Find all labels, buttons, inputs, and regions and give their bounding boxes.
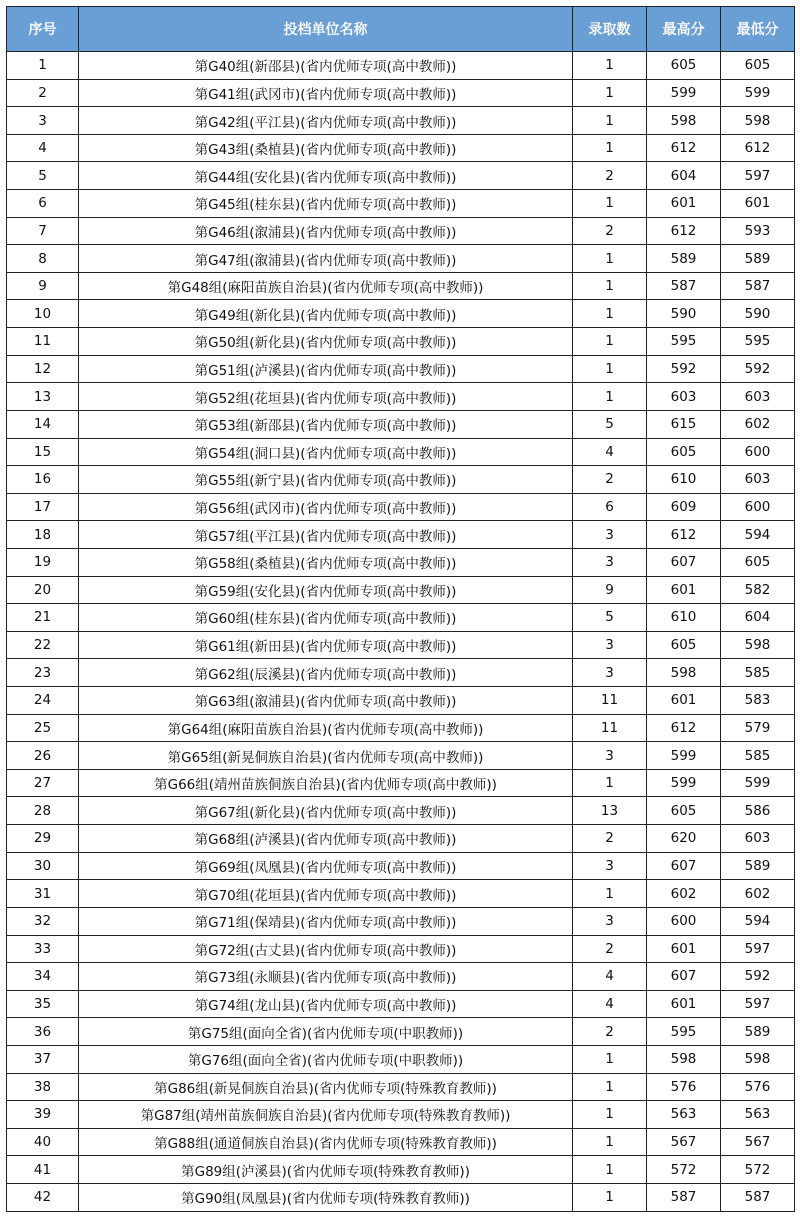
row-min-score: 572: [721, 1156, 795, 1184]
row-unit-name: 第G47组(溆浦县)(省内优师专项(高中教师)): [79, 245, 573, 273]
row-unit-name: 第G50组(新化县)(省内优师专项(高中教师)): [79, 328, 573, 356]
row-unit-name: 第G66组(靖州苗族侗族自治县)(省内优师专项(高中教师)): [79, 769, 573, 797]
table-row: [7, 742, 795, 770]
row-admitted-count: 3: [573, 631, 647, 659]
row-index: 6: [7, 190, 79, 218]
table-row: [7, 687, 795, 715]
row-admitted-count: 1: [573, 190, 647, 218]
row-admitted-count: 1: [573, 272, 647, 300]
row-min-score: 594: [721, 521, 795, 549]
table-header: [7, 7, 795, 52]
table-row: [7, 1183, 795, 1211]
table-body: [7, 52, 795, 1212]
row-admitted-count: 1: [573, 355, 647, 383]
row-admitted-count: 13: [573, 797, 647, 825]
row-index: 42: [7, 1183, 79, 1211]
admission-table-container: [6, 6, 794, 1212]
admission-table: [6, 6, 795, 1212]
table-row: [7, 521, 795, 549]
row-unit-name: 第G40组(新邵县)(省内优师专项(高中教师)): [79, 52, 573, 80]
table-row: [7, 880, 795, 908]
row-admitted-count: 2: [573, 935, 647, 963]
row-min-score: 598: [721, 631, 795, 659]
row-max-score: 598: [647, 659, 721, 687]
row-unit-name: 第G62组(辰溪县)(省内优师专项(高中教师)): [79, 659, 573, 687]
row-index: 8: [7, 245, 79, 273]
row-max-score: 595: [647, 328, 721, 356]
row-min-score: 600: [721, 493, 795, 521]
row-max-score: 604: [647, 162, 721, 190]
table-row: [7, 134, 795, 162]
table-row: [7, 438, 795, 466]
row-unit-name: 第G56组(武冈市)(省内优师专项(高中教师)): [79, 493, 573, 521]
row-admitted-count: 1: [573, 300, 647, 328]
row-admitted-count: 2: [573, 1018, 647, 1046]
row-max-score: 615: [647, 410, 721, 438]
row-max-score: 598: [647, 1045, 721, 1073]
row-max-score: 610: [647, 604, 721, 632]
row-index: 40: [7, 1128, 79, 1156]
row-max-score: 587: [647, 272, 721, 300]
row-index: 22: [7, 631, 79, 659]
row-index: 35: [7, 990, 79, 1018]
table-row: [7, 1018, 795, 1046]
table-row: [7, 328, 795, 356]
row-unit-name: 第G46组(溆浦县)(省内优师专项(高中教师)): [79, 217, 573, 245]
row-admitted-count: 1: [573, 1045, 647, 1073]
row-max-score: 601: [647, 935, 721, 963]
header-row: [7, 7, 795, 52]
row-unit-name: 第G70组(花垣县)(省内优师专项(高中教师)): [79, 880, 573, 908]
row-min-score: 579: [721, 714, 795, 742]
row-unit-name: 第G75组(面向全省)(省内优师专项(中职教师)): [79, 1018, 573, 1046]
table-row: [7, 714, 795, 742]
row-admitted-count: 1: [573, 245, 647, 273]
table-row: [7, 410, 795, 438]
row-unit-name: 第G67组(新化县)(省内优师专项(高中教师)): [79, 797, 573, 825]
row-admitted-count: 1: [573, 1073, 647, 1101]
row-min-score: 597: [721, 990, 795, 1018]
row-unit-name: 第G43组(桑植县)(省内优师专项(高中教师)): [79, 134, 573, 162]
row-index: 7: [7, 217, 79, 245]
row-max-score: 607: [647, 852, 721, 880]
row-admitted-count: 1: [573, 880, 647, 908]
table-row: [7, 190, 795, 218]
row-index: 28: [7, 797, 79, 825]
table-row: [7, 1101, 795, 1129]
header-unit-name: 投档单位名称: [79, 7, 573, 52]
row-max-score: 601: [647, 687, 721, 715]
row-min-score: 597: [721, 935, 795, 963]
row-admitted-count: 1: [573, 52, 647, 80]
row-index: 15: [7, 438, 79, 466]
row-min-score: 585: [721, 742, 795, 770]
row-min-score: 599: [721, 79, 795, 107]
row-index: 10: [7, 300, 79, 328]
row-unit-name: 第G74组(龙山县)(省内优师专项(高中教师)): [79, 990, 573, 1018]
row-min-score: 598: [721, 1045, 795, 1073]
table-row: [7, 107, 795, 135]
row-index: 2: [7, 79, 79, 107]
row-admitted-count: 9: [573, 576, 647, 604]
table-row: [7, 825, 795, 853]
row-index: 1: [7, 52, 79, 80]
row-min-score: 587: [721, 272, 795, 300]
row-min-score: 612: [721, 134, 795, 162]
row-index: 41: [7, 1156, 79, 1184]
row-min-score: 592: [721, 963, 795, 991]
row-max-score: 609: [647, 493, 721, 521]
row-index: 29: [7, 825, 79, 853]
row-unit-name: 第G69组(凤凰县)(省内优师专项(高中教师)): [79, 852, 573, 880]
row-unit-name: 第G52组(花垣县)(省内优师专项(高中教师)): [79, 383, 573, 411]
table-row: [7, 963, 795, 991]
table-row: [7, 493, 795, 521]
row-admitted-count: 1: [573, 383, 647, 411]
row-admitted-count: 3: [573, 659, 647, 687]
row-index: 36: [7, 1018, 79, 1046]
table-row: [7, 990, 795, 1018]
row-max-score: 605: [647, 52, 721, 80]
row-unit-name: 第G76组(面向全省)(省内优师专项(中职教师)): [79, 1045, 573, 1073]
row-admitted-count: 11: [573, 687, 647, 715]
row-index: 19: [7, 548, 79, 576]
row-admitted-count: 1: [573, 79, 647, 107]
row-max-score: 607: [647, 548, 721, 576]
row-admitted-count: 2: [573, 466, 647, 494]
table-row: [7, 631, 795, 659]
row-index: 4: [7, 134, 79, 162]
row-unit-name: 第G44组(安化县)(省内优师专项(高中教师)): [79, 162, 573, 190]
row-min-score: 597: [721, 162, 795, 190]
row-index: 17: [7, 493, 79, 521]
table-row: [7, 272, 795, 300]
row-max-score: 563: [647, 1101, 721, 1129]
row-max-score: 612: [647, 134, 721, 162]
row-min-score: 593: [721, 217, 795, 245]
row-admitted-count: 5: [573, 604, 647, 632]
row-admitted-count: 5: [573, 410, 647, 438]
table-row: [7, 576, 795, 604]
row-unit-name: 第G89组(泸溪县)(省内优师专项(特殊教育教师)): [79, 1156, 573, 1184]
row-unit-name: 第G87组(靖州苗族侗族自治县)(省内优师专项(特殊教育教师)): [79, 1101, 573, 1129]
row-index: 20: [7, 576, 79, 604]
row-index: 34: [7, 963, 79, 991]
header-max-score: 最高分: [647, 7, 721, 52]
row-index: 21: [7, 604, 79, 632]
table-row: [7, 1045, 795, 1073]
row-min-score: 603: [721, 466, 795, 494]
row-unit-name: 第G42组(平江县)(省内优师专项(高中教师)): [79, 107, 573, 135]
table-row: [7, 659, 795, 687]
row-admitted-count: 1: [573, 1128, 647, 1156]
row-max-score: 600: [647, 907, 721, 935]
row-unit-name: 第G72组(古丈县)(省内优师专项(高中教师)): [79, 935, 573, 963]
row-admitted-count: 3: [573, 548, 647, 576]
row-admitted-count: 1: [573, 107, 647, 135]
row-min-score: 601: [721, 190, 795, 218]
row-unit-name: 第G73组(永顺县)(省内优师专项(高中教师)): [79, 963, 573, 991]
row-admitted-count: 6: [573, 493, 647, 521]
row-index: 18: [7, 521, 79, 549]
row-admitted-count: 2: [573, 217, 647, 245]
header-min-score: 最低分: [721, 7, 795, 52]
table-row: [7, 245, 795, 273]
row-admitted-count: 11: [573, 714, 647, 742]
row-index: 24: [7, 687, 79, 715]
row-admitted-count: 3: [573, 907, 647, 935]
table-row: [7, 1156, 795, 1184]
row-max-score: 592: [647, 355, 721, 383]
table-row: [7, 797, 795, 825]
row-unit-name: 第G61组(新田县)(省内优师专项(高中教师)): [79, 631, 573, 659]
row-min-score: 576: [721, 1073, 795, 1101]
row-min-score: 585: [721, 659, 795, 687]
row-admitted-count: 2: [573, 162, 647, 190]
row-admitted-count: 1: [573, 328, 647, 356]
row-max-score: 607: [647, 963, 721, 991]
row-min-score: 582: [721, 576, 795, 604]
row-unit-name: 第G54组(洞口县)(省内优师专项(高中教师)): [79, 438, 573, 466]
row-admitted-count: 3: [573, 742, 647, 770]
table-row: [7, 466, 795, 494]
row-max-score: 599: [647, 769, 721, 797]
row-min-score: 563: [721, 1101, 795, 1129]
row-unit-name: 第G88组(通道侗族自治县)(省内优师专项(特殊教育教师)): [79, 1128, 573, 1156]
header-index: 序号: [7, 7, 79, 52]
row-min-score: 603: [721, 383, 795, 411]
table-row: [7, 52, 795, 80]
row-admitted-count: 4: [573, 963, 647, 991]
table-row: [7, 907, 795, 935]
table-row: [7, 217, 795, 245]
row-min-score: 600: [721, 438, 795, 466]
table-row: [7, 355, 795, 383]
row-admitted-count: 1: [573, 134, 647, 162]
table-row: [7, 852, 795, 880]
row-min-score: 590: [721, 300, 795, 328]
row-max-score: 612: [647, 714, 721, 742]
row-max-score: 605: [647, 797, 721, 825]
row-max-score: 567: [647, 1128, 721, 1156]
row-admitted-count: 1: [573, 1183, 647, 1211]
row-unit-name: 第G48组(麻阳苗族自治县)(省内优师专项(高中教师)): [79, 272, 573, 300]
row-unit-name: 第G65组(新晃侗族自治县)(省内优师专项(高中教师)): [79, 742, 573, 770]
table-row: [7, 1128, 795, 1156]
row-index: 9: [7, 272, 79, 300]
row-max-score: 590: [647, 300, 721, 328]
row-index: 26: [7, 742, 79, 770]
row-unit-name: 第G68组(泸溪县)(省内优师专项(高中教师)): [79, 825, 573, 853]
row-min-score: 589: [721, 1018, 795, 1046]
row-unit-name: 第G64组(麻阳苗族自治县)(省内优师专项(高中教师)): [79, 714, 573, 742]
table-row: [7, 604, 795, 632]
row-unit-name: 第G59组(安化县)(省内优师专项(高中教师)): [79, 576, 573, 604]
row-index: 25: [7, 714, 79, 742]
row-max-score: 589: [647, 245, 721, 273]
row-index: 11: [7, 328, 79, 356]
row-max-score: 587: [647, 1183, 721, 1211]
row-unit-name: 第G71组(保靖县)(省内优师专项(高中教师)): [79, 907, 573, 935]
row-admitted-count: 3: [573, 521, 647, 549]
row-max-score: 605: [647, 438, 721, 466]
row-min-score: 592: [721, 355, 795, 383]
row-min-score: 605: [721, 52, 795, 80]
row-admitted-count: 4: [573, 990, 647, 1018]
row-max-score: 603: [647, 383, 721, 411]
row-unit-name: 第G55组(新宁县)(省内优师专项(高中教师)): [79, 466, 573, 494]
row-unit-name: 第G41组(武冈市)(省内优师专项(高中教师)): [79, 79, 573, 107]
row-unit-name: 第G58组(桑植县)(省内优师专项(高中教师)): [79, 548, 573, 576]
row-unit-name: 第G86组(新晃侗族自治县)(省内优师专项(特殊教育教师)): [79, 1073, 573, 1101]
row-min-score: 586: [721, 797, 795, 825]
row-index: 14: [7, 410, 79, 438]
row-index: 39: [7, 1101, 79, 1129]
row-max-score: 602: [647, 880, 721, 908]
row-min-score: 589: [721, 245, 795, 273]
row-admitted-count: 1: [573, 1156, 647, 1184]
row-max-score: 599: [647, 742, 721, 770]
row-unit-name: 第G53组(新邵县)(省内优师专项(高中教师)): [79, 410, 573, 438]
row-admitted-count: 2: [573, 825, 647, 853]
row-max-score: 598: [647, 107, 721, 135]
row-min-score: 603: [721, 825, 795, 853]
row-min-score: 595: [721, 328, 795, 356]
row-index: 33: [7, 935, 79, 963]
row-index: 38: [7, 1073, 79, 1101]
row-min-score: 567: [721, 1128, 795, 1156]
header-admitted-count: 录取数: [573, 7, 647, 52]
row-max-score: 572: [647, 1156, 721, 1184]
row-unit-name: 第G90组(凤凰县)(省内优师专项(特殊教育教师)): [79, 1183, 573, 1211]
row-min-score: 583: [721, 687, 795, 715]
row-min-score: 598: [721, 107, 795, 135]
row-unit-name: 第G45组(桂东县)(省内优师专项(高中教师)): [79, 190, 573, 218]
row-max-score: 601: [647, 190, 721, 218]
row-index: 16: [7, 466, 79, 494]
row-max-score: 576: [647, 1073, 721, 1101]
row-min-score: 587: [721, 1183, 795, 1211]
table-row: [7, 935, 795, 963]
row-admitted-count: 4: [573, 438, 647, 466]
row-admitted-count: 3: [573, 852, 647, 880]
row-index: 5: [7, 162, 79, 190]
table-row: [7, 162, 795, 190]
table-row: [7, 383, 795, 411]
row-min-score: 599: [721, 769, 795, 797]
row-min-score: 605: [721, 548, 795, 576]
row-min-score: 602: [721, 880, 795, 908]
row-index: 23: [7, 659, 79, 687]
row-index: 30: [7, 852, 79, 880]
row-unit-name: 第G49组(新化县)(省内优师专项(高中教师)): [79, 300, 573, 328]
row-min-score: 604: [721, 604, 795, 632]
row-index: 32: [7, 907, 79, 935]
row-max-score: 620: [647, 825, 721, 853]
row-max-score: 599: [647, 79, 721, 107]
row-admitted-count: 1: [573, 1101, 647, 1129]
row-index: 31: [7, 880, 79, 908]
row-unit-name: 第G60组(桂东县)(省内优师专项(高中教师)): [79, 604, 573, 632]
row-unit-name: 第G63组(溆浦县)(省内优师专项(高中教师)): [79, 687, 573, 715]
row-index: 13: [7, 383, 79, 411]
row-index: 12: [7, 355, 79, 383]
table-row: [7, 300, 795, 328]
row-unit-name: 第G57组(平江县)(省内优师专项(高中教师)): [79, 521, 573, 549]
row-index: 3: [7, 107, 79, 135]
table-row: [7, 1073, 795, 1101]
row-min-score: 594: [721, 907, 795, 935]
table-row: [7, 548, 795, 576]
row-unit-name: 第G51组(泸溪县)(省内优师专项(高中教师)): [79, 355, 573, 383]
row-admitted-count: 1: [573, 769, 647, 797]
row-max-score: 605: [647, 631, 721, 659]
row-max-score: 612: [647, 521, 721, 549]
table-row: [7, 769, 795, 797]
row-max-score: 612: [647, 217, 721, 245]
row-index: 37: [7, 1045, 79, 1073]
row-min-score: 589: [721, 852, 795, 880]
row-min-score: 602: [721, 410, 795, 438]
row-index: 27: [7, 769, 79, 797]
row-max-score: 595: [647, 1018, 721, 1046]
row-max-score: 610: [647, 466, 721, 494]
row-max-score: 601: [647, 990, 721, 1018]
row-max-score: 601: [647, 576, 721, 604]
table-row: [7, 79, 795, 107]
